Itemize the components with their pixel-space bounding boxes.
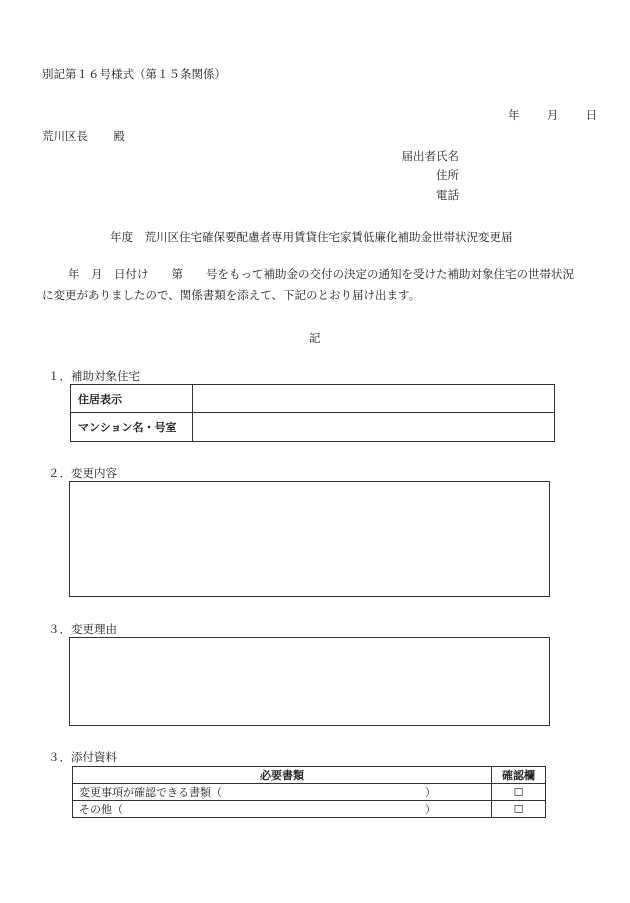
col-check-header: 確認欄 <box>492 767 546 784</box>
applicant-address-label: 住所 <box>436 168 459 182</box>
mansion-label: マンション名・号室 <box>71 413 193 442</box>
date-day: 日 <box>585 108 598 122</box>
section2-heading: ２．変更内容 <box>48 466 117 480</box>
address-label: 住居表示 <box>71 385 193 413</box>
attachment-other-cell <box>73 801 492 818</box>
applicant-phone-label: 電話 <box>436 188 459 202</box>
change-content-box[interactable] <box>69 481 550 597</box>
housing-table <box>70 384 555 442</box>
col-docs-header: 必要書類 <box>73 767 492 784</box>
form-label: 別記第１６号様式（第１５条関係） <box>42 67 226 81</box>
attachment-doc-label: 変更事項が確認できる書類（ <box>79 786 222 799</box>
document-title: 年度 荒川区住宅確保要配慮者専用賃貸住宅家賃低廉化補助金世帯状況変更届 <box>110 230 513 244</box>
table-row <box>71 413 555 442</box>
attachments-table <box>72 766 546 818</box>
mansion-input[interactable] <box>193 413 555 442</box>
date-year: 年 <box>508 108 520 122</box>
applicant-name-label: 届出者氏名 <box>401 149 459 163</box>
body-line-2: に変更がありましたので、関係書類を添えて、下記のとおり届け出ます。 <box>42 288 421 302</box>
addressee-honorific: 殿 <box>113 129 125 143</box>
table-header-row <box>73 767 546 784</box>
attachment-other-close: ） <box>425 803 436 816</box>
section3-heading: ３．変更理由 <box>48 622 117 636</box>
section1-heading: １．補助対象住宅 <box>48 369 140 383</box>
address-input[interactable] <box>193 385 555 413</box>
ki-label: 記 <box>309 331 321 345</box>
date-month: 月 <box>546 108 559 122</box>
section4-heading: ３．添付資料 <box>48 750 117 764</box>
attachment-doc-check[interactable]: ☐ <box>492 784 546 801</box>
attachment-other-label: その他（ <box>79 803 123 816</box>
date-line <box>508 107 597 123</box>
attachment-doc-cell <box>73 784 492 801</box>
addressee-name: 荒川区長 <box>42 129 88 143</box>
change-reason-box[interactable] <box>69 637 550 726</box>
table-row <box>73 801 546 818</box>
table-row <box>71 385 555 413</box>
table-row <box>73 784 546 801</box>
attachment-doc-close: ） <box>425 786 436 799</box>
body-line-1: 年 月 日付け 第 号をもって補助金の交付の決定の通知を受けた補助対象住宅の世帯状況 <box>68 267 574 281</box>
attachment-other-check[interactable]: ☐ <box>492 801 546 818</box>
addressee <box>42 128 125 144</box>
